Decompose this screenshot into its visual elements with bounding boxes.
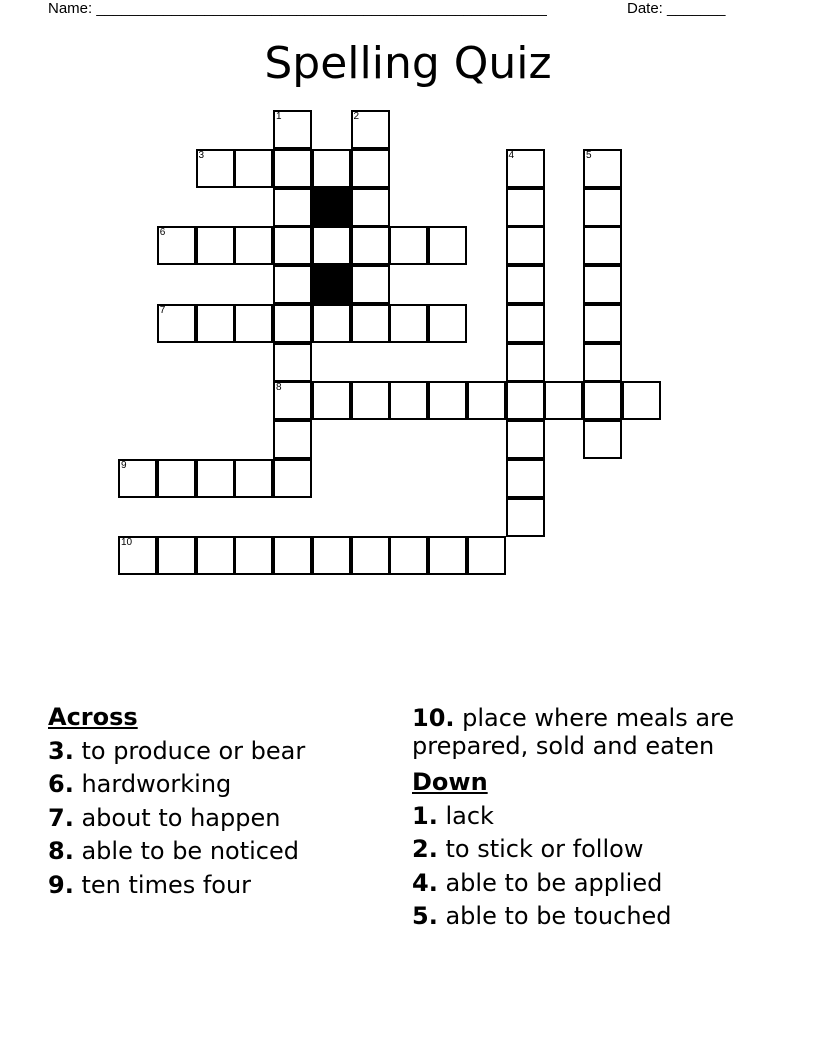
grid-cell[interactable] [196, 536, 235, 575]
grid-cell[interactable] [273, 304, 312, 343]
clue-across-8: 8. able to be noticed [48, 837, 299, 865]
grid-cell[interactable] [196, 226, 235, 265]
grid-cell[interactable] [583, 420, 622, 459]
grid-cell[interactable] [351, 110, 390, 149]
grid-cell[interactable] [273, 420, 312, 459]
grid-cell[interactable] [622, 381, 661, 420]
cell-number: 8 [276, 382, 282, 394]
grid-cell[interactable] [312, 304, 351, 343]
grid-cell[interactable] [389, 304, 428, 343]
blocked-cell [312, 265, 351, 304]
grid-cell[interactable] [273, 149, 312, 188]
clue-down-2: 2. to stick or follow [412, 835, 644, 863]
grid-cell[interactable] [351, 226, 390, 265]
across-clues [48, 701, 388, 902]
cell-number: 2 [353, 111, 360, 122]
grid-cell[interactable] [351, 265, 390, 304]
blocked-cell [312, 188, 351, 227]
grid-cell[interactable] [544, 381, 583, 420]
cell-number: 7 [159, 304, 166, 316]
clue-across-3: 3. to produce or bear [48, 736, 306, 765]
clue-down-4: 4. able to be applied [412, 868, 663, 897]
cell-number: 1 [276, 111, 282, 122]
grid-cell[interactable] [506, 149, 545, 188]
cell-number: 9 [121, 459, 127, 471]
page-title: Spelling Quiz [264, 38, 552, 89]
grid-cell[interactable] [506, 188, 545, 227]
grid-cell[interactable] [389, 536, 428, 575]
grid-cell[interactable] [583, 304, 622, 343]
grid-cell[interactable] [506, 459, 545, 498]
grid-cell[interactable] [157, 226, 196, 265]
grid-cell[interactable] [351, 304, 390, 343]
grid-cell[interactable] [428, 226, 467, 265]
grid-cell[interactable] [273, 265, 312, 304]
grid-cell[interactable] [583, 188, 622, 227]
grid-cell[interactable] [351, 188, 390, 227]
grid-cell[interactable] [118, 536, 157, 575]
cell-number: 5 [586, 149, 592, 161]
grid-cell[interactable] [467, 381, 506, 420]
clue-down-5: 5. able to be touched [412, 902, 672, 930]
grid-cell[interactable] [312, 226, 351, 265]
grid-cell[interactable] [506, 381, 545, 420]
grid-cell[interactable] [234, 226, 273, 265]
grid-cell[interactable] [118, 459, 157, 498]
grid-cell[interactable] [273, 381, 312, 420]
clue-down-1: 1. lack [412, 801, 494, 830]
grid-cell[interactable] [351, 381, 390, 420]
grid-cell[interactable] [506, 226, 545, 265]
grid-cell[interactable] [506, 343, 545, 382]
grid-cell[interactable] [312, 536, 351, 575]
grid-cell[interactable] [506, 420, 545, 459]
grid-cell[interactable] [273, 188, 312, 227]
grid-cell[interactable] [196, 304, 235, 343]
grid-cell[interactable] [506, 265, 545, 304]
clue-across-7: 7. about to happen [48, 803, 281, 832]
cell-number: 4 [508, 149, 515, 161]
cell-number: 10 [121, 537, 133, 549]
grid-cell[interactable] [428, 381, 467, 420]
grid-cell[interactable] [312, 149, 351, 188]
grid-cell[interactable] [157, 536, 196, 575]
across-heading: Across [48, 703, 138, 731]
grid-cell[interactable] [583, 343, 622, 382]
grid-cell[interactable] [273, 459, 312, 498]
clue-across-9: 9. ten times four [48, 870, 252, 899]
name-field-label: Name: ______________________________________________________ [48, 0, 547, 17]
grid-cell[interactable] [583, 149, 622, 188]
grid-cell[interactable] [234, 536, 273, 575]
grid-cell[interactable] [273, 536, 312, 575]
date-field-label: Date: _______ [627, 0, 726, 17]
grid-cell[interactable] [428, 304, 467, 343]
grid-cell[interactable] [506, 498, 545, 537]
cell-number: 3 [198, 149, 205, 161]
down-heading: Down [412, 768, 488, 796]
grid-cell[interactable] [234, 459, 273, 498]
grid-cell[interactable] [583, 381, 622, 420]
right-clue-column [412, 704, 782, 934]
grid-cell[interactable] [196, 149, 235, 188]
grid-cell[interactable] [196, 459, 235, 498]
grid-cell[interactable] [351, 536, 390, 575]
grid-cell[interactable] [273, 343, 312, 382]
grid-cell[interactable] [157, 304, 196, 343]
cell-number: 6 [159, 227, 166, 239]
grid-cell[interactable] [234, 304, 273, 343]
grid-cell[interactable] [234, 149, 273, 188]
grid-cell[interactable] [428, 536, 467, 575]
clue-across-10: 10. place where meals are prepared, sold and eaten [412, 704, 735, 760]
grid-cell[interactable] [351, 149, 390, 188]
grid-cell[interactable] [157, 459, 196, 498]
grid-cell[interactable] [467, 536, 506, 575]
grid-cell[interactable] [312, 381, 351, 420]
grid-cell[interactable] [583, 265, 622, 304]
clue-across-6: 6. hardworking [48, 770, 232, 798]
grid-cell[interactable] [583, 226, 622, 265]
grid-cell[interactable] [273, 226, 312, 265]
grid-cell[interactable] [273, 110, 312, 149]
grid-cell[interactable] [389, 381, 428, 420]
grid-cell[interactable] [389, 226, 428, 265]
grid-cell[interactable] [506, 304, 545, 343]
